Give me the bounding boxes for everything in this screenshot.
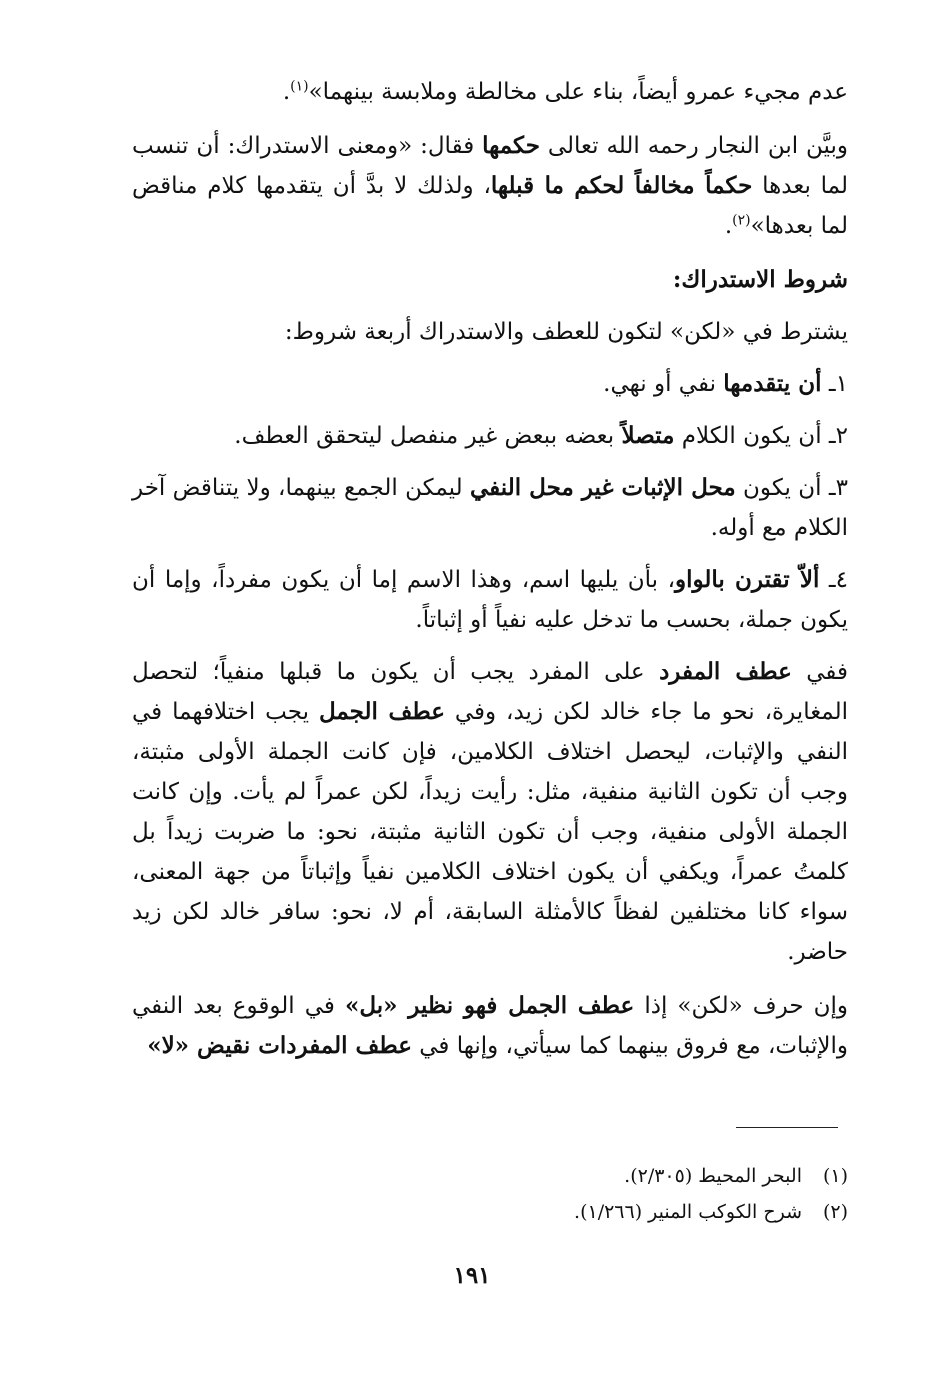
page-number: ١٩١ bbox=[453, 1262, 491, 1289]
paragraph-1: عدم مجيء عمرو أيضاً، بناء على مخالطة وملابسة بينهما»$^{(١)}$. bbox=[282, 78, 848, 105]
paragraph-2: وبيَّن ابن النجار رحمه الله تعالى حكمها فقال: «ومعنى الاستدراك: أن تنسب لما بعدها حكماً مخالفاً لحكم ما قبلها، ولذلك لا بدَّ أن يتقدمها كلام مناقض لما بعدها»$^{(٢)}$. bbox=[132, 132, 849, 239]
footnote-2: (٢)شرح الكوكب المنير (١/٢٦٦). bbox=[574, 1201, 848, 1223]
footnotes bbox=[132, 1158, 848, 1230]
section-heading: شروط الاستدراك: bbox=[672, 266, 848, 293]
intro-line: يشترط في «لكن» لتكون للعطف والاستدراك أربعة شروط: bbox=[284, 319, 848, 345]
condition-4: ٤ـ ألاّ تقترن بالواو، بأن يليها اسم، وهذا الاسم إما أن يكون مفرداً، وإما أن يكون جملة، بحسب ما تدخل عليه نفياً أو إثباتاً. bbox=[132, 566, 848, 633]
footnote-separator bbox=[736, 1127, 838, 1128]
condition-1: ١ـ أن يتقدمها نفي أو نهي. bbox=[603, 370, 848, 397]
condition-3: ٣ـ أن يكون محل الإثبات غير محل النفي ليمكن الجمع بينهما، ولا يتناقض آخر الكلام مع أوله. bbox=[132, 474, 849, 541]
footnote-1: (١)البحر المحيط (٢/٣٠٥). bbox=[624, 1165, 848, 1187]
paragraph-3: ففي عطف المفرد على المفرد يجب أن يكون ما قبلها منفياً؛ لتحصل المغايرة، نحو ما جاء خالد لكن زيد، وفي عطف الجمل يجب اختلافهما في النفي والإثبات، ليحصل اختلاف الكلامين، فإن كانت الجملة الأولى مثبتة، وجب أن تكون الثانية منفية، مثل: رأيت زيداً، لكن عمراً لم يأت. وإن كانت الجملة الأولى منفية، وجب أن تكون الثانية مثبتة، نحو: ما ضربت زيداً بل كلمتُ عمراً، ويكفي أن يكون اختلاف الكلامين نفياً وإثباتاً من جهة المعنى، سواء كانا مختلفين لفظاً كالأمثلة السابقة، أم لا، نحو: سافر خالد لكن زيد حاضر. bbox=[132, 658, 849, 965]
footnote-ref-2: (٢) bbox=[732, 212, 751, 229]
condition-2: ٢ـ أن يكون الكلام متصلاً بعضه ببعض غير منفصل ليتحقق العطف. bbox=[234, 422, 848, 449]
paragraph-4: وإن حرف «لكن» إذا عطف الجمل فهو نظير «بل» في الوقوع بعد النفي والإثبات، مع فروق بينهما كما سيأتي، وإنها في عطف المفردات نقيض «لا» bbox=[132, 992, 848, 1059]
footnote-ref-1: (١) bbox=[290, 78, 309, 95]
